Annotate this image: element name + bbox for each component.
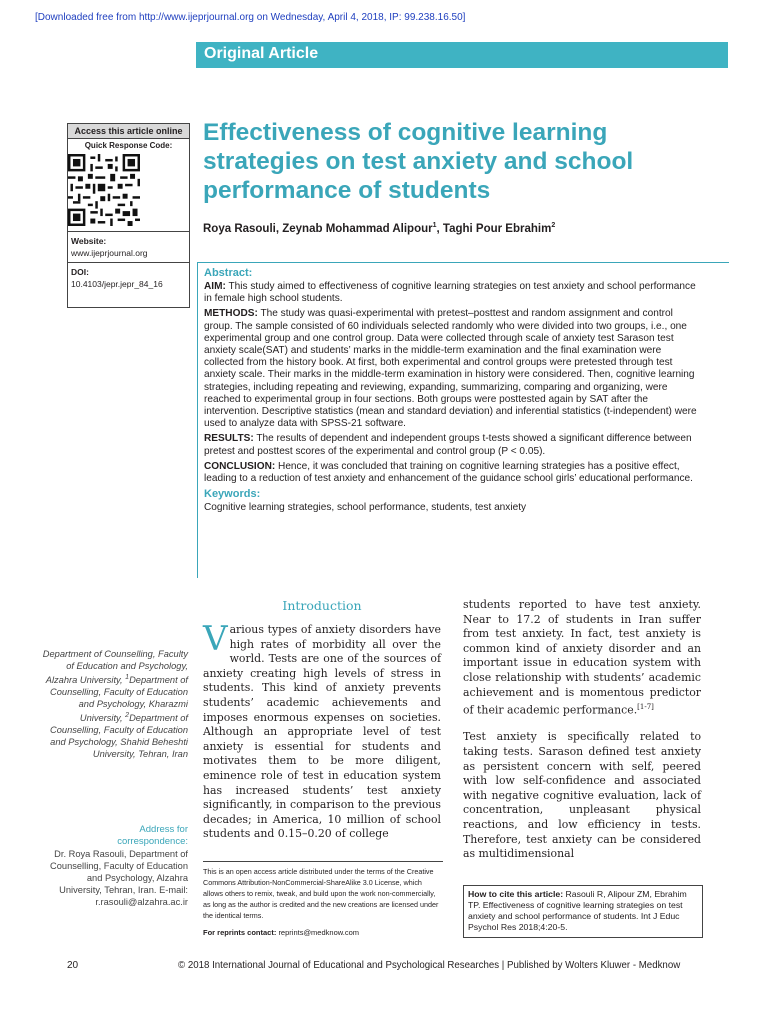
correspondence-heading: Address for correspondence: xyxy=(117,824,188,847)
results-text: The results of dependent and independent groups t-tests showed a significant difference between pretest and posttest scores of the experimental and control group (P < 0.05). xyxy=(204,433,692,457)
conclusion-label: CONCLUSION: xyxy=(204,460,276,472)
website-link[interactable]: www.ijeprjournal.org xyxy=(71,248,148,258)
affiliation-3: Department of Counselling, Faculty of Education and Psychology, Shahid Beheshti University, Tehran, Iran xyxy=(50,713,188,760)
aim-label: AIM: xyxy=(204,281,226,292)
reprints-label: For reprints contact: xyxy=(203,928,277,937)
qr-label: Quick Response Code: xyxy=(84,141,173,150)
correspondence-address: Dr. Roya Rasouli, Department of Counselling, Faculty of Education and Psychology, Alzahra University, Tehran, Iran. E-mail: r.rasouli@alzahra.ac.ir xyxy=(50,849,188,907)
access-box-heading: Access this article online xyxy=(68,124,189,139)
download-notice[interactable]: [Downloaded free from http://www.ijeprjournal.org on Wednesday, April 4, 2018, IP: 99.238.16.50] xyxy=(35,12,466,23)
qr-code-icon[interactable] xyxy=(68,154,140,226)
article-type-banner xyxy=(196,42,728,68)
results-label: RESULTS: xyxy=(204,433,254,445)
author-list xyxy=(203,222,555,235)
methods-text: The study was quasi-experimental with pretest–posttest and random assignment and control group. The sample consisted of 60 individuals selected randomly who were divided into two groups, i.e., one experimental group and one control group. Data were collected through scale of anxiety test Sarason test anxiety scale(SAT) and students’ marks in the middle-term examination and the final examination were collected from the history book. At first, both experimental and control groups were pretested through test anxiety scale. Their marks in the middle-term examination in history were considered. Then, cognitive learning strategies, including repeating and reviewing, expanding, summarizing, comparing and organizing, were reached to experimental group in four sections. Both groups were posttested again by SAT after the intervention. Descriptive statistics (mean and standard deviation) and inferential statistics (t-independent) were used to analyze data with SPSS-21 software. xyxy=(204,308,697,430)
website-row xyxy=(68,231,189,262)
abstract-box xyxy=(197,262,729,578)
article-title: Effectiveness of cognitive learning strategies on test anxiety and school performance of students xyxy=(203,119,634,204)
author-sup-2: 2 xyxy=(551,222,556,229)
introduction-heading: Introduction xyxy=(282,598,362,613)
author-affiliations xyxy=(36,648,188,760)
footer-copyright: © 2018 International Journal of Educational and Psychological Researches | Published by Wolters Kluwer - Medknow xyxy=(178,960,681,971)
body-column-left xyxy=(203,598,441,842)
reprints-line xyxy=(203,927,443,938)
access-online-box xyxy=(67,123,190,308)
keywords-text: Cognitive learning strategies, school performance, students, test anxiety xyxy=(204,502,527,514)
abstract-conclusion xyxy=(204,461,698,485)
affiliation-sup-2: 2 xyxy=(125,712,130,720)
conclusion-text: Hence, it was concluded that training on cognitive learning strategies has a positive effect, leading to a reduction of test anxiety and enhancement of the guidance school girls’ educational performance. xyxy=(204,460,693,485)
doi-value[interactable]: 10.4103/jepr.jepr_84_16 xyxy=(71,279,163,289)
affiliation-1: Department of Counselling, Faculty of Education and Psychology, Alzahra University, xyxy=(42,649,188,686)
intro-paragraph-1 xyxy=(203,619,441,842)
affiliation-sup-1: 1 xyxy=(125,674,130,681)
author-names-2: , Taghi Pour Ebrahim xyxy=(436,222,552,235)
abstract-heading: Abstract: xyxy=(204,267,253,279)
intro-paragraph-1-text: arious types of anxiety disorders have high rates of morbidity all over the world. Tests are one of the sources of anxiety creating high levels of stress in students. This kind of anxiety prevents students’ academic achievements and imposes enormous expenses on societies. Although an appropriate level of test anxiety is essential for students and motivates them to be more diligent, eminence role of test in education system has increased students’ test anxiety significantly, in comparison to the previous decades; in America, 10 million of school students and 0.15–0.20 of college xyxy=(203,623,441,841)
citation-ref[interactable]: [1-7] xyxy=(637,703,654,712)
drop-cap: V xyxy=(203,619,228,659)
reprints-email[interactable]: reprints@medknow.com xyxy=(278,928,359,937)
author-sup-1: 1 xyxy=(432,222,437,229)
affiliation-2: Department of Counselling, Faculty of Education and Psychology, Kharazmi University, xyxy=(50,675,188,724)
aim-text: This study aimed to effectiveness of cognitive learning strategies on test anxiety and school performance in female high school students. xyxy=(204,281,696,305)
doi-row xyxy=(68,262,189,293)
cite-text: Rasouli R, Alipour ZM, Ebrahim TP. Effectiveness of cognitive learning strategies on test anxiety and school performance of students. Int J Educ Psychol Res 2018;4:20-5. xyxy=(468,889,687,932)
page-number: 20 xyxy=(67,960,79,971)
cite-label: How to cite this article: xyxy=(468,889,564,899)
license-text: This is an open access article distributed under the terms of the Creative Commons Attribution-NonCommercial-ShareAlike 3.0 License, which allows others to remix, tweak, and build upon the work non-commercially, as long as the author is credited and the new creations are licensed under the identical terms. xyxy=(203,867,439,920)
citation-box xyxy=(463,885,703,938)
author-names-1: Roya Rasouli, Zeynab Mohammad Alipour xyxy=(203,222,433,235)
intro-paragraph-3: Test anxiety is specifically related to taking tests. Sarason defined test anxiety as persistent concern with self, peered with low self-confidence and associated with negative cognitive evaluation, lack of concentration, unpleasant physical reactions, and low efficiency in tests. Therefore, test anxiety can be considered as multidimensional xyxy=(463,730,701,861)
abstract-methods xyxy=(204,308,698,430)
license-note xyxy=(203,861,443,938)
doi-label: DOI: xyxy=(71,267,89,277)
intro-paragraph-2-text: students reported to have test anxiety. Near to 17.2 of students in Iran suffer from test anxiety. In fact, test anxiety is common kind of anxiety disorder and an important issue in education system with close relationship with students’ academic achievement and is momentous predictor of their academic performance. xyxy=(463,598,701,717)
body-column-right xyxy=(463,598,701,874)
keywords-heading: Keywords: xyxy=(204,488,261,501)
abstract-aim xyxy=(204,281,698,305)
website-label: Website: xyxy=(71,236,107,246)
methods-label: METHODS: xyxy=(204,308,258,320)
article-type-label: Original Article xyxy=(204,45,319,62)
abstract-results xyxy=(204,433,698,457)
intro-paragraph-2 xyxy=(463,598,701,718)
